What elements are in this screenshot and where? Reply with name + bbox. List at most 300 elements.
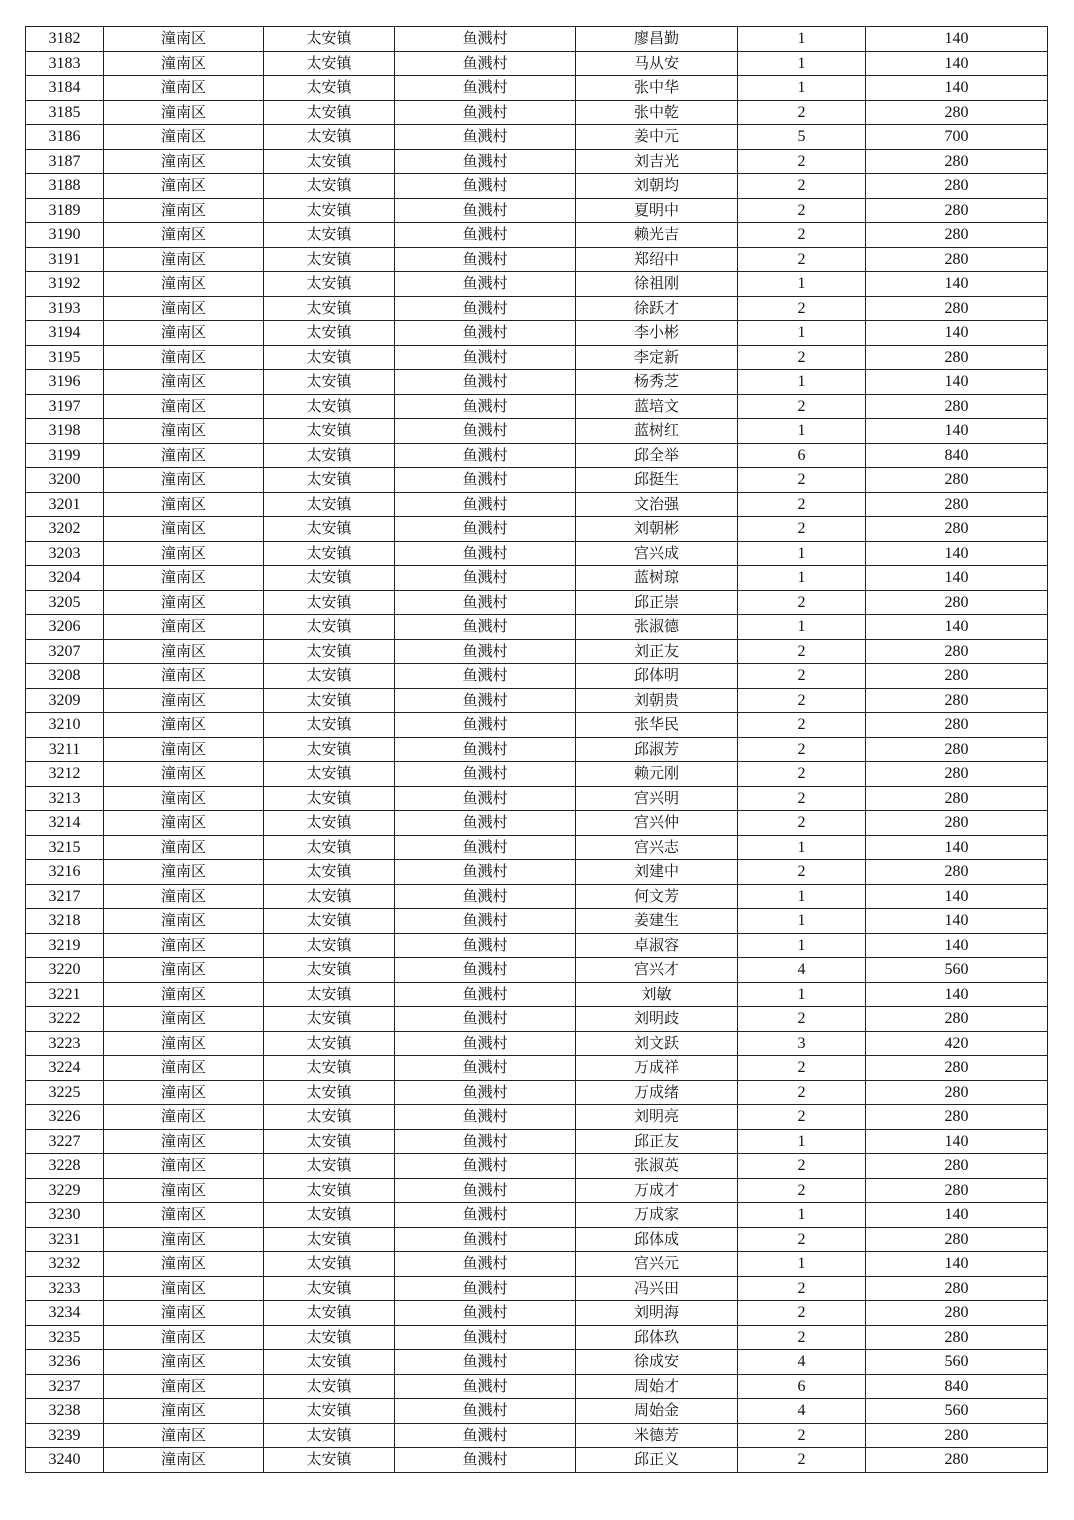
table-row [26,1374,1048,1399]
amount-cell: 280 [866,664,1048,689]
village-cell: 鱼溅村 [395,860,576,885]
amount-cell: 280 [866,247,1048,272]
town-cell: 太安镇 [264,443,395,468]
name-cell: 刘明海 [576,1301,738,1326]
count-cell: 1 [738,909,866,934]
district-cell: 潼南区 [104,1448,264,1473]
count-cell: 1 [738,321,866,346]
town-cell: 太安镇 [264,909,395,934]
district-cell: 潼南区 [104,664,264,689]
row-number-cell: 3215 [26,835,104,860]
town-cell: 太安镇 [264,468,395,493]
count-cell: 2 [738,811,866,836]
town-cell: 太安镇 [264,1080,395,1105]
amount-cell: 140 [866,615,1048,640]
amount-cell: 280 [866,1301,1048,1326]
amount-cell: 280 [866,1448,1048,1473]
town-cell: 太安镇 [264,860,395,885]
count-cell: 6 [738,443,866,468]
row-number-cell: 3207 [26,639,104,664]
amount-cell: 560 [866,1350,1048,1375]
amount-cell: 280 [866,174,1048,199]
row-number-cell: 3214 [26,811,104,836]
row-number-cell: 3226 [26,1105,104,1130]
row-number-cell: 3237 [26,1374,104,1399]
town-cell: 太安镇 [264,737,395,762]
name-cell: 宫兴明 [576,786,738,811]
town-cell: 太安镇 [264,51,395,76]
row-number-cell: 3190 [26,223,104,248]
village-cell: 鱼溅村 [395,149,576,174]
name-cell: 刘敏 [576,982,738,1007]
amount-cell: 280 [866,1056,1048,1081]
town-cell: 太安镇 [264,664,395,689]
town-cell: 太安镇 [264,100,395,125]
town-cell: 太安镇 [264,1252,395,1277]
district-cell: 潼南区 [104,909,264,934]
district-cell: 潼南区 [104,223,264,248]
village-cell: 鱼溅村 [395,1325,576,1350]
amount-cell: 140 [866,566,1048,591]
amount-cell: 280 [866,149,1048,174]
name-cell: 邱体玖 [576,1325,738,1350]
village-cell: 鱼溅村 [395,590,576,615]
table-row [26,247,1048,272]
district-cell: 潼南区 [104,27,264,52]
count-cell: 2 [738,786,866,811]
village-cell: 鱼溅村 [395,1276,576,1301]
count-cell: 2 [738,1080,866,1105]
amount-cell: 280 [866,737,1048,762]
amount-cell: 280 [866,860,1048,885]
count-cell: 1 [738,884,866,909]
count-cell: 2 [738,1448,866,1473]
name-cell: 姜中元 [576,125,738,150]
count-cell: 1 [738,835,866,860]
village-cell: 鱼溅村 [395,909,576,934]
amount-cell: 140 [866,321,1048,346]
table-row [26,811,1048,836]
district-cell: 潼南区 [104,1423,264,1448]
name-cell: 赖光吉 [576,223,738,248]
table-row [26,1105,1048,1130]
table-row [26,198,1048,223]
district-cell: 潼南区 [104,688,264,713]
row-number-cell: 3201 [26,492,104,517]
name-cell: 徐跃才 [576,296,738,321]
town-cell: 太安镇 [264,76,395,101]
district-cell: 潼南区 [104,272,264,297]
district-cell: 潼南区 [104,149,264,174]
town-cell: 太安镇 [264,1423,395,1448]
district-cell: 潼南区 [104,835,264,860]
row-number-cell: 3240 [26,1448,104,1473]
town-cell: 太安镇 [264,566,395,591]
table-row [26,933,1048,958]
count-cell: 2 [738,149,866,174]
table-row [26,958,1048,983]
count-cell: 2 [738,639,866,664]
count-cell: 2 [738,198,866,223]
town-cell: 太安镇 [264,174,395,199]
district-cell: 潼南区 [104,541,264,566]
village-cell: 鱼溅村 [395,1178,576,1203]
table-row [26,1178,1048,1203]
row-number-cell: 3188 [26,174,104,199]
table-row [26,688,1048,713]
village-cell: 鱼溅村 [395,1007,576,1032]
name-cell: 周始才 [576,1374,738,1399]
row-number-cell: 3194 [26,321,104,346]
row-number-cell: 3189 [26,198,104,223]
amount-cell: 280 [866,468,1048,493]
name-cell: 刘建中 [576,860,738,885]
table-row [26,737,1048,762]
row-number-cell: 3211 [26,737,104,762]
town-cell: 太安镇 [264,198,395,223]
count-cell: 2 [738,860,866,885]
amount-cell: 560 [866,1399,1048,1424]
table-row [26,370,1048,395]
table-row [26,443,1048,468]
district-cell: 潼南区 [104,321,264,346]
count-cell: 2 [738,1301,866,1326]
table-row [26,1301,1048,1326]
district-cell: 潼南区 [104,566,264,591]
name-cell: 邱挺生 [576,468,738,493]
town-cell: 太安镇 [264,394,395,419]
table-row [26,468,1048,493]
name-cell: 万成家 [576,1203,738,1228]
village-cell: 鱼溅村 [395,27,576,52]
district-cell: 潼南区 [104,345,264,370]
amount-cell: 280 [866,296,1048,321]
village-cell: 鱼溅村 [395,1301,576,1326]
count-cell: 4 [738,958,866,983]
town-cell: 太安镇 [264,492,395,517]
town-cell: 太安镇 [264,296,395,321]
village-cell: 鱼溅村 [395,884,576,909]
name-cell: 邱淑芳 [576,737,738,762]
count-cell: 2 [738,1154,866,1179]
town-cell: 太安镇 [264,125,395,150]
name-cell: 郑绍中 [576,247,738,272]
district-cell: 潼南区 [104,639,264,664]
town-cell: 太安镇 [264,1178,395,1203]
amount-cell: 280 [866,345,1048,370]
table-row [26,1227,1048,1252]
count-cell: 2 [738,100,866,125]
town-cell: 太安镇 [264,1374,395,1399]
village-cell: 鱼溅村 [395,1350,576,1375]
village-cell: 鱼溅村 [395,247,576,272]
count-cell: 2 [738,223,866,248]
district-cell: 潼南区 [104,492,264,517]
village-cell: 鱼溅村 [395,443,576,468]
table-row [26,786,1048,811]
name-cell: 蓝树红 [576,419,738,444]
town-cell: 太安镇 [264,1227,395,1252]
district-cell: 潼南区 [104,247,264,272]
village-cell: 鱼溅村 [395,1227,576,1252]
table-row [26,639,1048,664]
amount-cell: 140 [866,884,1048,909]
name-cell: 张中乾 [576,100,738,125]
table-row [26,1276,1048,1301]
amount-cell: 280 [866,762,1048,787]
district-cell: 潼南区 [104,394,264,419]
amount-cell: 140 [866,1252,1048,1277]
row-number-cell: 3212 [26,762,104,787]
table-row [26,1031,1048,1056]
count-cell: 1 [738,541,866,566]
village-cell: 鱼溅村 [395,370,576,395]
amount-cell: 280 [866,811,1048,836]
district-cell: 潼南区 [104,1105,264,1130]
row-number-cell: 3197 [26,394,104,419]
name-cell: 姜建生 [576,909,738,934]
village-cell: 鱼溅村 [395,1374,576,1399]
district-cell: 潼南区 [104,1227,264,1252]
amount-cell: 140 [866,835,1048,860]
name-cell: 刘朝彬 [576,517,738,542]
town-cell: 太安镇 [264,1105,395,1130]
town-cell: 太安镇 [264,1399,395,1424]
table-row [26,1423,1048,1448]
town-cell: 太安镇 [264,370,395,395]
table-row [26,1325,1048,1350]
amount-cell: 140 [866,370,1048,395]
row-number-cell: 3208 [26,664,104,689]
district-cell: 潼南区 [104,370,264,395]
table-row [26,982,1048,1007]
count-cell: 1 [738,27,866,52]
village-cell: 鱼溅村 [395,1399,576,1424]
table-row [26,566,1048,591]
village-cell: 鱼溅村 [395,100,576,125]
district-cell: 潼南区 [104,1399,264,1424]
row-number-cell: 3221 [26,982,104,1007]
village-cell: 鱼溅村 [395,345,576,370]
name-cell: 邱正友 [576,1129,738,1154]
district-cell: 潼南区 [104,737,264,762]
district-cell: 潼南区 [104,1374,264,1399]
name-cell: 蓝树琼 [576,566,738,591]
district-cell: 潼南区 [104,590,264,615]
count-cell: 2 [738,664,866,689]
row-number-cell: 3206 [26,615,104,640]
town-cell: 太安镇 [264,1276,395,1301]
table-row [26,590,1048,615]
row-number-cell: 3216 [26,860,104,885]
amount-cell: 280 [866,1325,1048,1350]
row-number-cell: 3233 [26,1276,104,1301]
amount-cell: 840 [866,443,1048,468]
town-cell: 太安镇 [264,688,395,713]
name-cell: 刘文跃 [576,1031,738,1056]
table-row [26,27,1048,52]
count-cell: 2 [738,1007,866,1032]
town-cell: 太安镇 [264,1203,395,1228]
table-row [26,1448,1048,1473]
village-cell: 鱼溅村 [395,321,576,346]
amount-cell: 140 [866,27,1048,52]
table-row [26,1399,1048,1424]
district-cell: 潼南区 [104,1350,264,1375]
town-cell: 太安镇 [264,1056,395,1081]
amount-cell: 140 [866,51,1048,76]
count-cell: 1 [738,272,866,297]
district-cell: 潼南区 [104,958,264,983]
table-row [26,884,1048,909]
name-cell: 徐祖刚 [576,272,738,297]
district-cell: 潼南区 [104,443,264,468]
row-number-cell: 3239 [26,1423,104,1448]
village-cell: 鱼溅村 [395,835,576,860]
town-cell: 太安镇 [264,590,395,615]
count-cell: 1 [738,1129,866,1154]
name-cell: 夏明中 [576,198,738,223]
row-number-cell: 3202 [26,517,104,542]
table-row [26,664,1048,689]
row-number-cell: 3184 [26,76,104,101]
village-cell: 鱼溅村 [395,688,576,713]
table-row [26,1007,1048,1032]
row-number-cell: 3213 [26,786,104,811]
count-cell: 1 [738,51,866,76]
town-cell: 太安镇 [264,1007,395,1032]
row-number-cell: 3186 [26,125,104,150]
amount-cell: 280 [866,688,1048,713]
district-cell: 潼南区 [104,1276,264,1301]
name-cell: 刘正友 [576,639,738,664]
name-cell: 何文芳 [576,884,738,909]
district-cell: 潼南区 [104,786,264,811]
village-cell: 鱼溅村 [395,198,576,223]
village-cell: 鱼溅村 [395,1203,576,1228]
district-cell: 潼南区 [104,419,264,444]
name-cell: 李定新 [576,345,738,370]
table-row [26,394,1048,419]
district-cell: 潼南区 [104,1301,264,1326]
name-cell: 邱全举 [576,443,738,468]
district-cell: 潼南区 [104,713,264,738]
table-row [26,713,1048,738]
amount-cell: 280 [866,1080,1048,1105]
table-row [26,860,1048,885]
name-cell: 米德芳 [576,1423,738,1448]
count-cell: 2 [738,468,866,493]
village-cell: 鱼溅村 [395,296,576,321]
count-cell: 2 [738,517,866,542]
district-cell: 潼南区 [104,860,264,885]
amount-cell: 280 [866,492,1048,517]
amount-cell: 280 [866,639,1048,664]
name-cell: 徐成安 [576,1350,738,1375]
row-number-cell: 3192 [26,272,104,297]
name-cell: 马从安 [576,51,738,76]
table-row [26,1154,1048,1179]
count-cell: 5 [738,125,866,150]
village-cell: 鱼溅村 [395,933,576,958]
town-cell: 太安镇 [264,27,395,52]
village-cell: 鱼溅村 [395,394,576,419]
count-cell: 1 [738,419,866,444]
town-cell: 太安镇 [264,713,395,738]
district-cell: 潼南区 [104,51,264,76]
district-cell: 潼南区 [104,1007,264,1032]
amount-cell: 280 [866,1105,1048,1130]
table-row [26,1056,1048,1081]
table-row [26,615,1048,640]
row-number-cell: 3196 [26,370,104,395]
row-number-cell: 3204 [26,566,104,591]
town-cell: 太安镇 [264,811,395,836]
row-number-cell: 3219 [26,933,104,958]
count-cell: 1 [738,982,866,1007]
table-row [26,517,1048,542]
amount-cell: 280 [866,100,1048,125]
row-number-cell: 3222 [26,1007,104,1032]
district-cell: 潼南区 [104,933,264,958]
count-cell: 2 [738,296,866,321]
name-cell: 宫兴志 [576,835,738,860]
table-body [26,27,1048,1473]
name-cell: 卓淑容 [576,933,738,958]
village-cell: 鱼溅村 [395,615,576,640]
count-cell: 3 [738,1031,866,1056]
name-cell: 廖昌勤 [576,27,738,52]
amount-cell: 140 [866,541,1048,566]
count-cell: 2 [738,1325,866,1350]
village-cell: 鱼溅村 [395,1080,576,1105]
village-cell: 鱼溅村 [395,272,576,297]
village-cell: 鱼溅村 [395,419,576,444]
town-cell: 太安镇 [264,247,395,272]
amount-cell: 280 [866,223,1048,248]
name-cell: 邱体成 [576,1227,738,1252]
village-cell: 鱼溅村 [395,125,576,150]
table-row [26,76,1048,101]
row-number-cell: 3235 [26,1325,104,1350]
count-cell: 2 [738,1105,866,1130]
name-cell: 刘朝均 [576,174,738,199]
town-cell: 太安镇 [264,223,395,248]
town-cell: 太安镇 [264,321,395,346]
village-cell: 鱼溅村 [395,1105,576,1130]
town-cell: 太安镇 [264,958,395,983]
district-cell: 潼南区 [104,1178,264,1203]
amount-cell: 280 [866,1007,1048,1032]
name-cell: 赖元刚 [576,762,738,787]
town-cell: 太安镇 [264,1301,395,1326]
district-cell: 潼南区 [104,1203,264,1228]
row-number-cell: 3236 [26,1350,104,1375]
amount-cell: 560 [866,958,1048,983]
table-row [26,1203,1048,1228]
count-cell: 1 [738,370,866,395]
row-number-cell: 3199 [26,443,104,468]
row-number-cell: 3229 [26,1178,104,1203]
row-number-cell: 3234 [26,1301,104,1326]
amount-cell: 140 [866,76,1048,101]
district-cell: 潼南区 [104,1154,264,1179]
village-cell: 鱼溅村 [395,174,576,199]
village-cell: 鱼溅村 [395,786,576,811]
district-cell: 潼南区 [104,1056,264,1081]
town-cell: 太安镇 [264,1350,395,1375]
amount-cell: 280 [866,786,1048,811]
